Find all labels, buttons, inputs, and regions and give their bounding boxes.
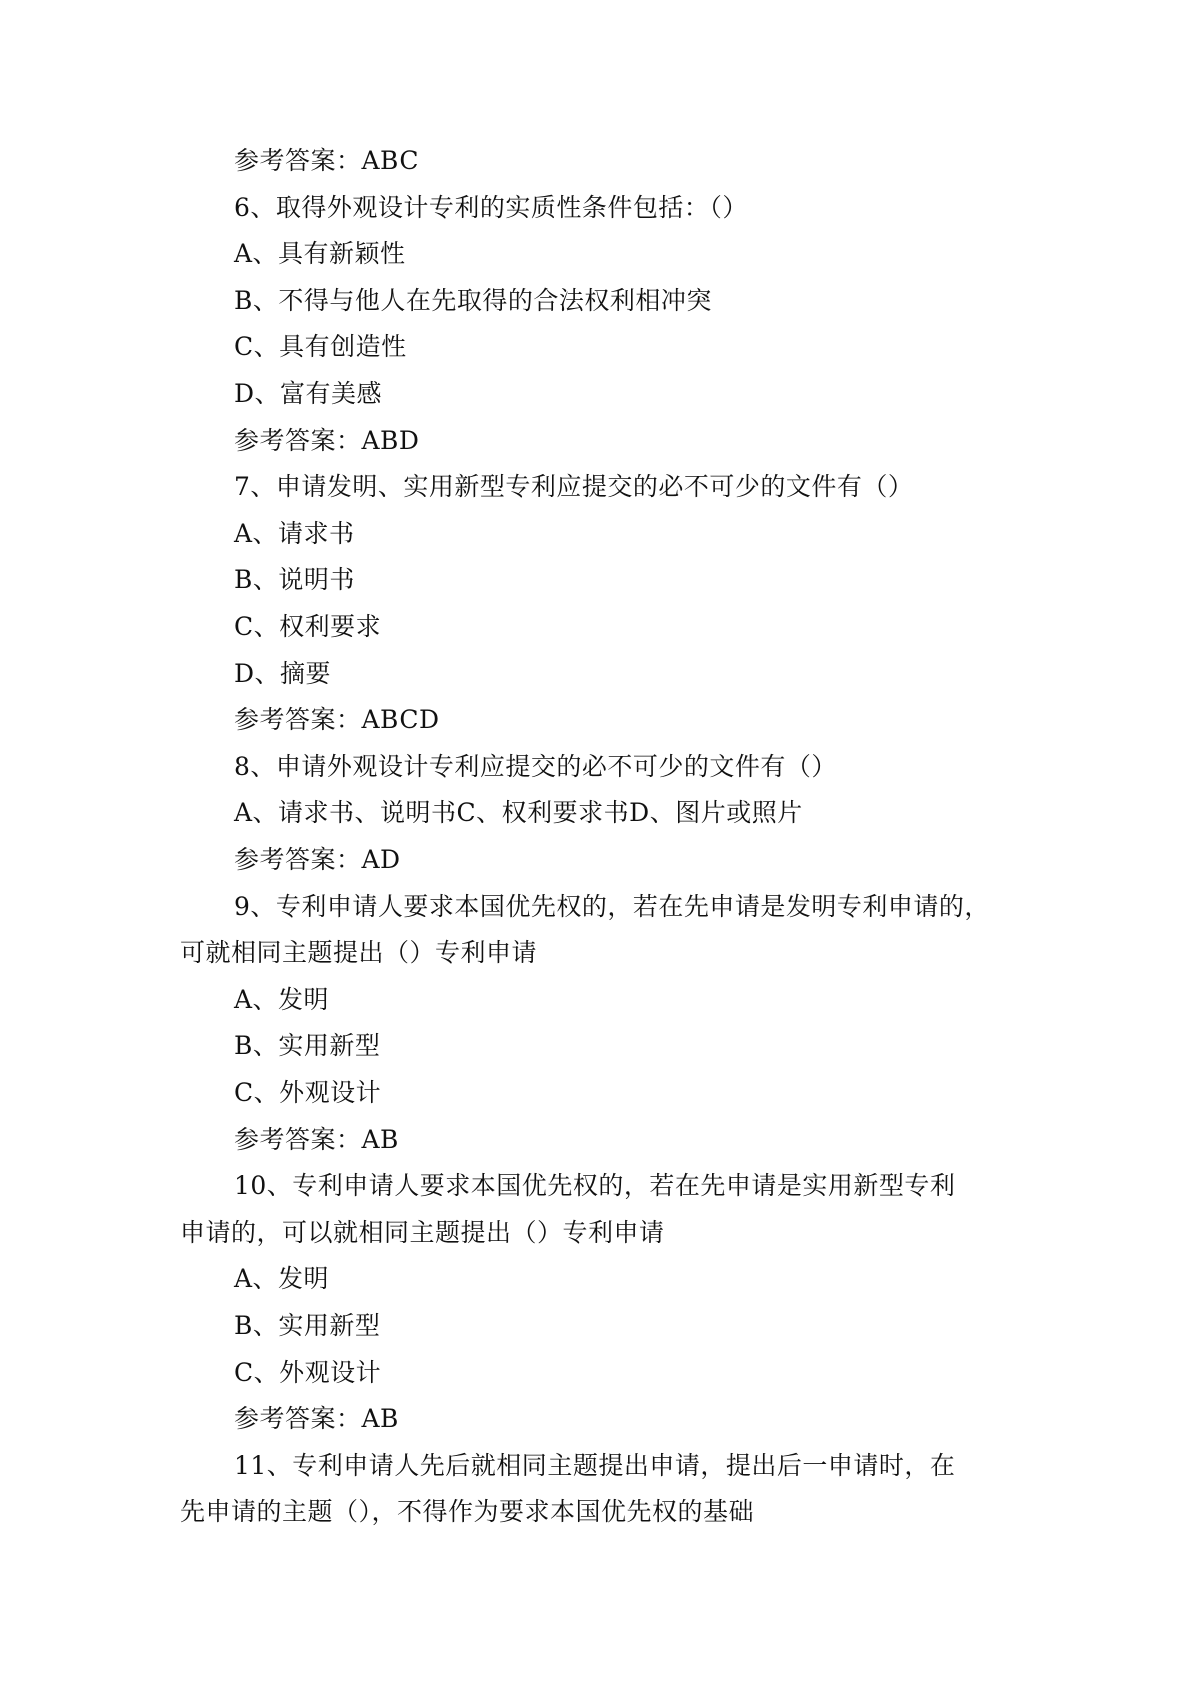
option-line: C、外观设计 xyxy=(234,1358,382,1387)
question-line: 11、专利申请人先后就相同主题提出申请，提出后一申请时，在 xyxy=(234,1451,956,1480)
option-line: B、实用新型 xyxy=(234,1311,381,1340)
question-cont-line: 申请的，可以就相同主题提出（）专利申请 xyxy=(180,1218,665,1247)
answer-line: 参考答案：AB xyxy=(234,1125,399,1154)
question-cont-line: 先申请的主题（），不得作为要求本国优先权的基础 xyxy=(180,1497,755,1526)
option-line: C、具有创造性 xyxy=(234,332,407,361)
answer-line: 参考答案：ABC xyxy=(234,146,420,175)
option-line: B、不得与他人在先取得的合法权利相冲突 xyxy=(234,286,712,315)
option-line: C、外观设计 xyxy=(234,1078,382,1107)
answer-line: 参考答案：ABCD xyxy=(234,705,440,734)
question-line: 9、专利申请人要求本国优先权的，若在先申请是发明专利申请的， xyxy=(234,892,990,921)
option-line: A、发明 xyxy=(234,985,330,1014)
option-line: B、实用新型 xyxy=(234,1031,381,1060)
answer-line: 参考答案：ABD xyxy=(234,426,420,455)
option-line: D、富有美感 xyxy=(234,379,383,408)
answer-line: 参考答案：AB xyxy=(234,1404,399,1433)
question-line: 10、专利申请人要求本国优先权的，若在先申请是实用新型专利 xyxy=(234,1171,956,1200)
question-line: 7、申请发明、实用新型专利应提交的必不可少的文件有（） xyxy=(234,472,914,501)
option-line: A、请求书 xyxy=(234,519,355,548)
question-cont-line: 可就相同主题提出（）专利申请 xyxy=(180,938,538,967)
question-line: 6、取得外观设计专利的实质性条件包括：（） xyxy=(234,193,748,222)
option-line: C、权利要求 xyxy=(234,612,382,641)
option-line: B、说明书 xyxy=(234,565,355,594)
option-line: A、具有新颖性 xyxy=(234,239,406,268)
option-line: A、发明 xyxy=(234,1264,330,1293)
question-line: 8、申请外观设计专利应提交的必不可少的文件有（） xyxy=(234,752,837,781)
option-line: A、请求书、说明书C、权利要求书D、图片或照片 xyxy=(234,798,803,827)
option-line: D、摘要 xyxy=(234,659,332,688)
answer-line: 参考答案：AD xyxy=(234,845,401,874)
